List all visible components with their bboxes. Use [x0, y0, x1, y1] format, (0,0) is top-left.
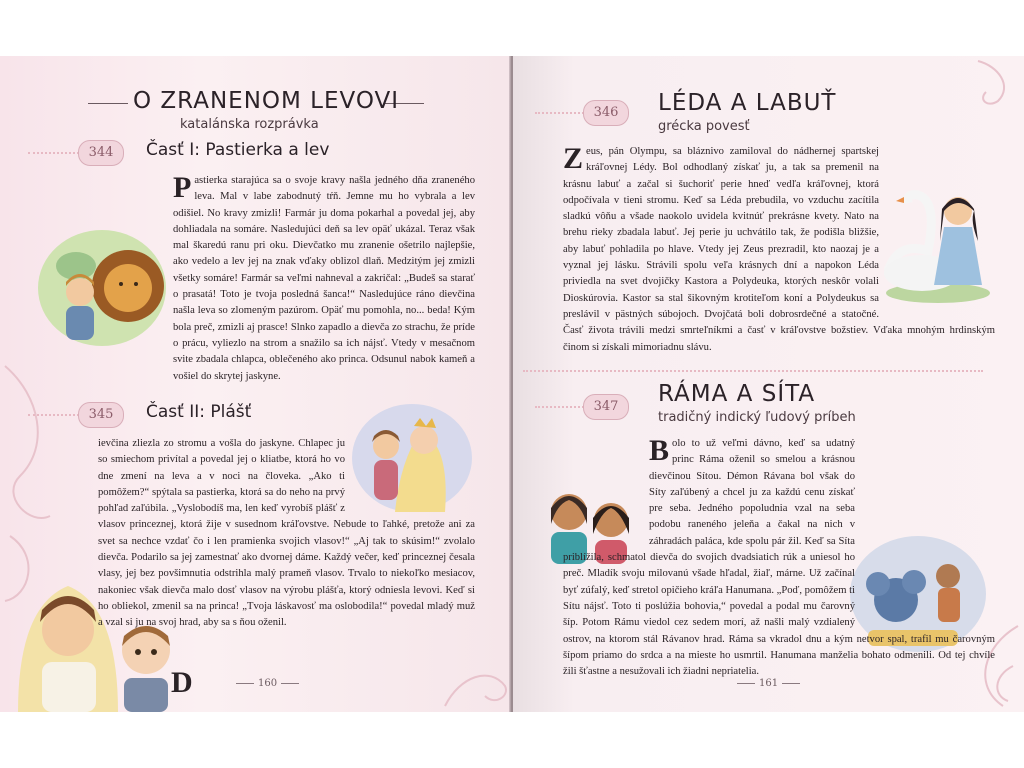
drop-cap: P [173, 171, 192, 204]
story-text: Z eus, pán Olympu, sa bláznivo zamiloval do nádhernej spartskej kráľovnej Lédy. Bol odhodlaný získať ju, a tak sa premenil na krásnu labuť a začal si šuchoriť perie hneď vedľa kráľovnej, ktorá odpočívala v tieni stromu. Keď sa Léda prebudila, vo vzduchu zacítila sladkú vôňu a všade naokolo uvidela kvitnúť prekrásne kvety. Nato na brehu rieky zbadala labuť. Jej perie ju uchvátilo tak, že podišla bližšie, aby labuť pohladila po hlave. Vtedy jej Zeus prezradil, kto naozaj je a vyznal jej lásku. Strávili spolu veľa krásnych dní a napokon Léda priviedla na svet dvojičky Kastora a Polydeuka, ktorých neskôr volali Dioskúrovia. Kastor sa stal šikovným krotiteľom koní a Polydeukus sa preslávil v pästných súbojoch. Dvojčatá boli dobrosrdečné a statočné. Časť života trávili medzi smrteľníkmi a časť v kráľovstve božstiev. Vďaka mnohým hrdinským činom si získali mimoriadnu slávu. [563, 142, 995, 353]
story-text: P astierka starajúca sa o svoje kravy našla jedného dňa zraneného leva. Mal v labe zabodnutý tŕň. Jemne mu ho vybrala a lev odišiel. No kravy zmizli! Farmár ju doma pokarhal a povedal jej, aby dohliadala na somáre. Nasledujúci deň sa lev opäť ukázal. Teraz však mal škaredú ranu pri oku. Dievčatko mu zranenie ošetrilo najlepšie, ako vedelo a lev jej na znak vďaky oblizol dlaň. Medzitým jej zmizli všetky somáre! Farmár sa veľmi nahneval a zakričal: „Budeš sa starať o prasatá! Toto je tvoja posledná šanca!“ Nasledujúce ráno dievčina našla leva so zlomeným pazúrom. Opäť mu pomohla, no... beda! Kým bola preč, zmizli aj prasce! Slnko zapadlo a dievča zo strachu, že príde o prácu, vyliezlo na strom a snažilo sa ich nájsť. Vtedy v mesačnom svite zbadala chlapca, oblečeného ako princa. Odsunul nabok kameň a vošiel do skrytej jaskyne. [173, 171, 475, 382]
story-title: LÉDA A LABUŤ [658, 90, 837, 116]
title-flourish [88, 103, 128, 104]
story-text: D ievčina zliezla zo stromu a vošla do jaskyne. Chlapec ju so smiechom privítal a povedal jej o kliatbe, ktorá ho vo dne zmení na leva a v noci na človeka. „Ako ti pomôžem?“ spýtala sa pastierka, ktorá sa do neho na prvý pohľad zaľúbila. „Vyslobodíš ma, len keď vyrobíš plášť z vlasov princeznej, ktorá žije v susednom kráľovstve. Nebude to ľahké, pretože ani za svet sa nechce vzdať čo i len pramienka svojich vlasov!“ „Aj tak to skúsim!“ zvolalo dievča. Podarilo sa jej zamestnať ako dvornej dáme. Každý večer, keď princeznej česala vlasy, jej bez povšimnutia odstrihla malý prameň vlasov. Trvalo to niekoľko mesiacov, nakoniec však dievča malo dosť vlasov na výrobu plášťa, ktorý odniesla levovi. Keď si ho obliekol, zmenil sa na princa! „Tvoja láskavosť ma oslobodila!“ povedal mladý muž a vzal si ju na svoj hrad, aby sa s ňou oženil. [98, 438, 475, 699]
drop-cap: D [171, 666, 193, 699]
story-number-badge: 347 [583, 394, 629, 420]
story-subtitle: grécka povesť [658, 119, 750, 134]
swirl-ornament [968, 56, 1024, 116]
page-number: 160 [232, 678, 303, 689]
story-number-badge: 344 [78, 140, 124, 166]
page-title: O ZRANENOM LEVOVI [133, 88, 400, 114]
dotted-divider [28, 414, 83, 416]
story-number-badge: 345 [78, 402, 124, 428]
left-page [0, 56, 511, 712]
dotted-divider [28, 152, 83, 154]
story-heading: Časť I: Pastierka a lev [146, 140, 330, 160]
page-number: 161 [733, 678, 804, 689]
story-title: RÁMA A SÍTA [658, 381, 816, 407]
dotted-divider [535, 406, 587, 408]
dotted-divider [523, 370, 983, 372]
right-page [513, 56, 1024, 712]
story-subtitle: tradičný indický ľudový príbeh [658, 410, 856, 425]
page-subtitle: katalánska rozprávka [180, 117, 319, 132]
story-text: B olo to už veľmi dávno, keď sa udatný princ Ráma oženil so smelou a krásnou dievčinou Sítou. Démon Rávana bol však do Síty zaľúbený a chcel ju za každú cenu získať pre seba. Jedného popoludnia vzal na seba podobu raneného jeleňa a čakal na nich v záhradách paláca, kde spolu pár žil. Keď sa Síta priblížila, schmatol dievča do svojich dvadsiatich rúk a uniesol ho preč. Mladík svoju milovanú všade hľadal, žiaľ, márne. Už začínal byť zúfalý, keď stretol opičieho kráľa Hanumana. „Poď, pomôžem ti Sítu nájsť. Toto ti poslúžia bohovia,“ povedal a podal mu čarovný šíp. Potom Rámu viedol cez sedem morí, až našli malý vzdialený ostrov, na ktorom stál Rávanov hrad. Ráma sa vkradol dnu a kým netvor spal, trafil mu čarovným šípom priamo do srdca a na mieste ho usmrtil. Hanumana manželia bohato odmenili. Od tej chvíle žili šťastne a nesužovali ich žiadni nepriatelia. [563, 434, 995, 678]
drop-cap: Z [563, 142, 584, 175]
dotted-divider [535, 112, 587, 114]
story-number-badge: 346 [583, 100, 629, 126]
drop-cap: B [649, 434, 670, 467]
story-heading: Časť II: Plášť [146, 402, 252, 422]
